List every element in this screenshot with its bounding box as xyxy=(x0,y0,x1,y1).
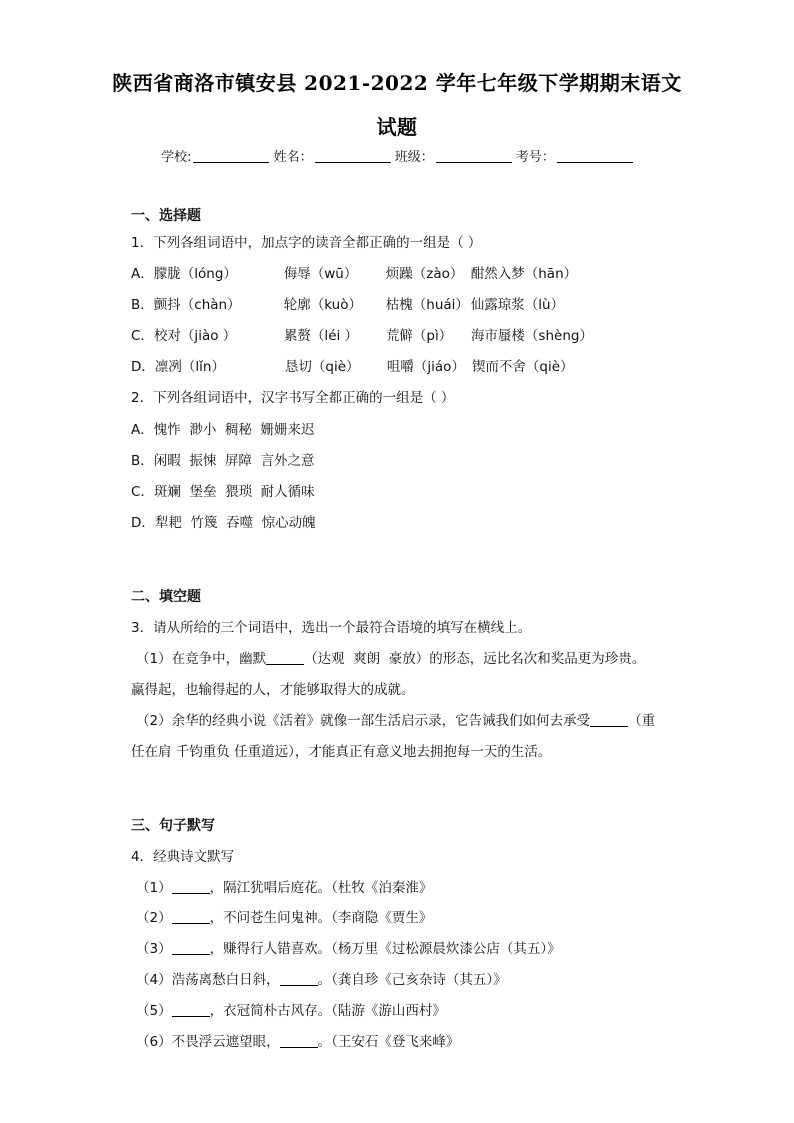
option-text: 犁耙 竹篾 吞噬 惊心动魄 xyxy=(154,515,316,531)
q3-part2-line1 xyxy=(136,712,655,730)
q4-item-prefix: （6）不畏浮云遮望眼， xyxy=(136,1034,280,1050)
option-label: A． xyxy=(131,266,154,282)
section-heading-fill: 二、填空题 xyxy=(131,589,201,605)
option-label: C． xyxy=(131,484,154,500)
option-word: 侮辱（wū） xyxy=(283,266,358,282)
q3-part2-text-a: （2）余华的经典小说《活着》就像一部生活启示录，它告诫我们如何去承受 xyxy=(136,713,591,729)
option-word: 凛冽（lǐn） xyxy=(154,359,225,375)
q4-item-suffix: ，不问苍生问鬼神。（李商隐《贾生》 xyxy=(209,910,433,926)
option-word: 锲而不舍（qiè） xyxy=(471,359,574,375)
section-heading-choice: 一、选择题 xyxy=(131,208,201,224)
option-word: 咀嚼（jiáo） xyxy=(386,359,465,375)
option-label: C． xyxy=(131,328,154,344)
option-text: 愧怍 渺小 稠秘 姗姗来迟 xyxy=(153,422,315,438)
school-label: 学校: xyxy=(161,150,192,165)
exam-title-line2: 试题 xyxy=(376,115,418,139)
section-heading-recite: 三、句子默写 xyxy=(131,818,215,834)
q2-option-d[interactable] xyxy=(131,514,316,532)
q4-item-3 xyxy=(136,940,561,958)
q4-item-suffix: ，衣冠简朴古风存。（陆游《游山西村》 xyxy=(209,1003,446,1019)
q1-option-d[interactable] xyxy=(131,358,574,376)
option-word: 轮廓（kuò） xyxy=(283,297,362,313)
q4-item-6 xyxy=(136,1033,459,1051)
q3-part1-text-a: （1）在竞争中，幽默 xyxy=(136,651,267,667)
q4-item-1 xyxy=(136,879,432,897)
option-word: 荒僻（pì） xyxy=(385,328,453,344)
option-word: 海市蜃楼（shèng） xyxy=(470,328,593,344)
option-text: 闲暇 振悚 屏障 言外之意 xyxy=(153,453,315,469)
class-label: 班级： xyxy=(394,150,434,165)
q1-option-c[interactable] xyxy=(131,327,593,345)
question-4-stem: 4．经典诗文默写 xyxy=(131,849,235,865)
q4-item-suffix: 。（龚自珍《己亥杂诗（其五）》 xyxy=(317,972,507,988)
q4-item-blank[interactable] xyxy=(172,1004,210,1017)
q4-item-blank[interactable] xyxy=(172,911,210,924)
option-word: 朦胧（lóng） xyxy=(153,266,237,282)
q4-item-suffix: ，隔江犹唱后庭花。（杜牧《泊秦淮》 xyxy=(209,880,433,896)
q4-item-blank[interactable] xyxy=(280,973,318,986)
q1-option-a[interactable] xyxy=(131,265,577,283)
q3-part1-line2: 赢得起，也输得起的人，才能够取得大的成就。 xyxy=(131,682,415,698)
exam-title-line1: 陕西省商洛市镇安县 2021-2022 学年七年级下学期期末语文 xyxy=(112,71,682,95)
q4-item-prefix: （3） xyxy=(136,941,172,957)
option-text: 斑斓 堡垒 猥琐 耐人循味 xyxy=(153,484,315,500)
question-2-stem: 2．下列各组词语中，汉字书写全都正确的一组是（ ） xyxy=(131,390,455,406)
option-word: 酣然入梦（hān） xyxy=(470,266,578,282)
option-word: 颤抖（chàn） xyxy=(153,297,241,313)
q4-item-blank[interactable] xyxy=(172,942,210,955)
q1-option-b[interactable] xyxy=(131,296,564,314)
q2-option-a[interactable] xyxy=(131,421,315,439)
option-label: A． xyxy=(131,422,154,438)
option-word: 烦躁（zào） xyxy=(385,266,464,282)
option-word: 恳切（qiè） xyxy=(284,359,360,375)
exam-number-blank[interactable] xyxy=(557,150,633,163)
q4-item-blank[interactable] xyxy=(172,881,210,894)
q3-part2-blank[interactable] xyxy=(590,714,628,727)
q2-option-b[interactable] xyxy=(131,452,315,470)
q4-item-suffix: 。（王安石《登飞来峰》 xyxy=(317,1034,460,1050)
option-word: 校对（jiào ） xyxy=(153,328,237,344)
option-label: D． xyxy=(131,359,155,375)
q4-item-prefix: （2） xyxy=(136,910,172,926)
question-3-stem: 3．请从所给的三个词语中，选出一个最符合语境的填写在横线上。 xyxy=(131,620,532,636)
q4-item-prefix: （4）浩荡离愁白日斜， xyxy=(136,972,280,988)
q4-item-suffix: ，赚得行人错喜欢。（杨万里《过松源晨炊漆公店（其五）》 xyxy=(209,941,561,957)
option-label: D． xyxy=(131,515,155,531)
q4-item-prefix: （1） xyxy=(136,880,172,896)
school-blank[interactable] xyxy=(193,150,269,163)
q2-option-c[interactable] xyxy=(131,483,315,501)
option-label: B． xyxy=(131,297,154,313)
student-info-row xyxy=(0,146,794,165)
q4-item-prefix: （5） xyxy=(136,1003,172,1019)
q4-item-2 xyxy=(136,909,432,927)
q3-part1-blank[interactable] xyxy=(266,652,304,665)
option-label: B． xyxy=(131,453,154,469)
name-blank[interactable] xyxy=(315,150,391,163)
option-word: 枯槐（huái） xyxy=(385,297,469,313)
q3-part2-line2: 任在肩 千钧重负 任重道远），才能真正有意义地去拥抱每一天的生活。 xyxy=(131,744,552,760)
q4-item-4 xyxy=(136,971,507,989)
option-word: 仙露琼浆（lù） xyxy=(470,297,565,313)
q3-part1-text-b: （达观 爽朗 豪放）的形态，远比名次和奖品更为珍贵。 xyxy=(304,651,646,667)
question-1-stem: 1．下列各组词语中，加点字的读音全都正确的一组是（ ） xyxy=(131,235,482,251)
option-word: 累赘（léi ） xyxy=(283,328,359,344)
class-blank[interactable] xyxy=(436,150,512,163)
exam-number-label: 考号： xyxy=(515,150,555,165)
q4-item-5 xyxy=(136,1002,446,1020)
q3-part1-line1 xyxy=(136,650,645,668)
name-label: 姓名： xyxy=(273,150,313,165)
q4-item-blank[interactable] xyxy=(280,1035,318,1048)
q3-part2-text-b: （重 xyxy=(628,713,656,729)
